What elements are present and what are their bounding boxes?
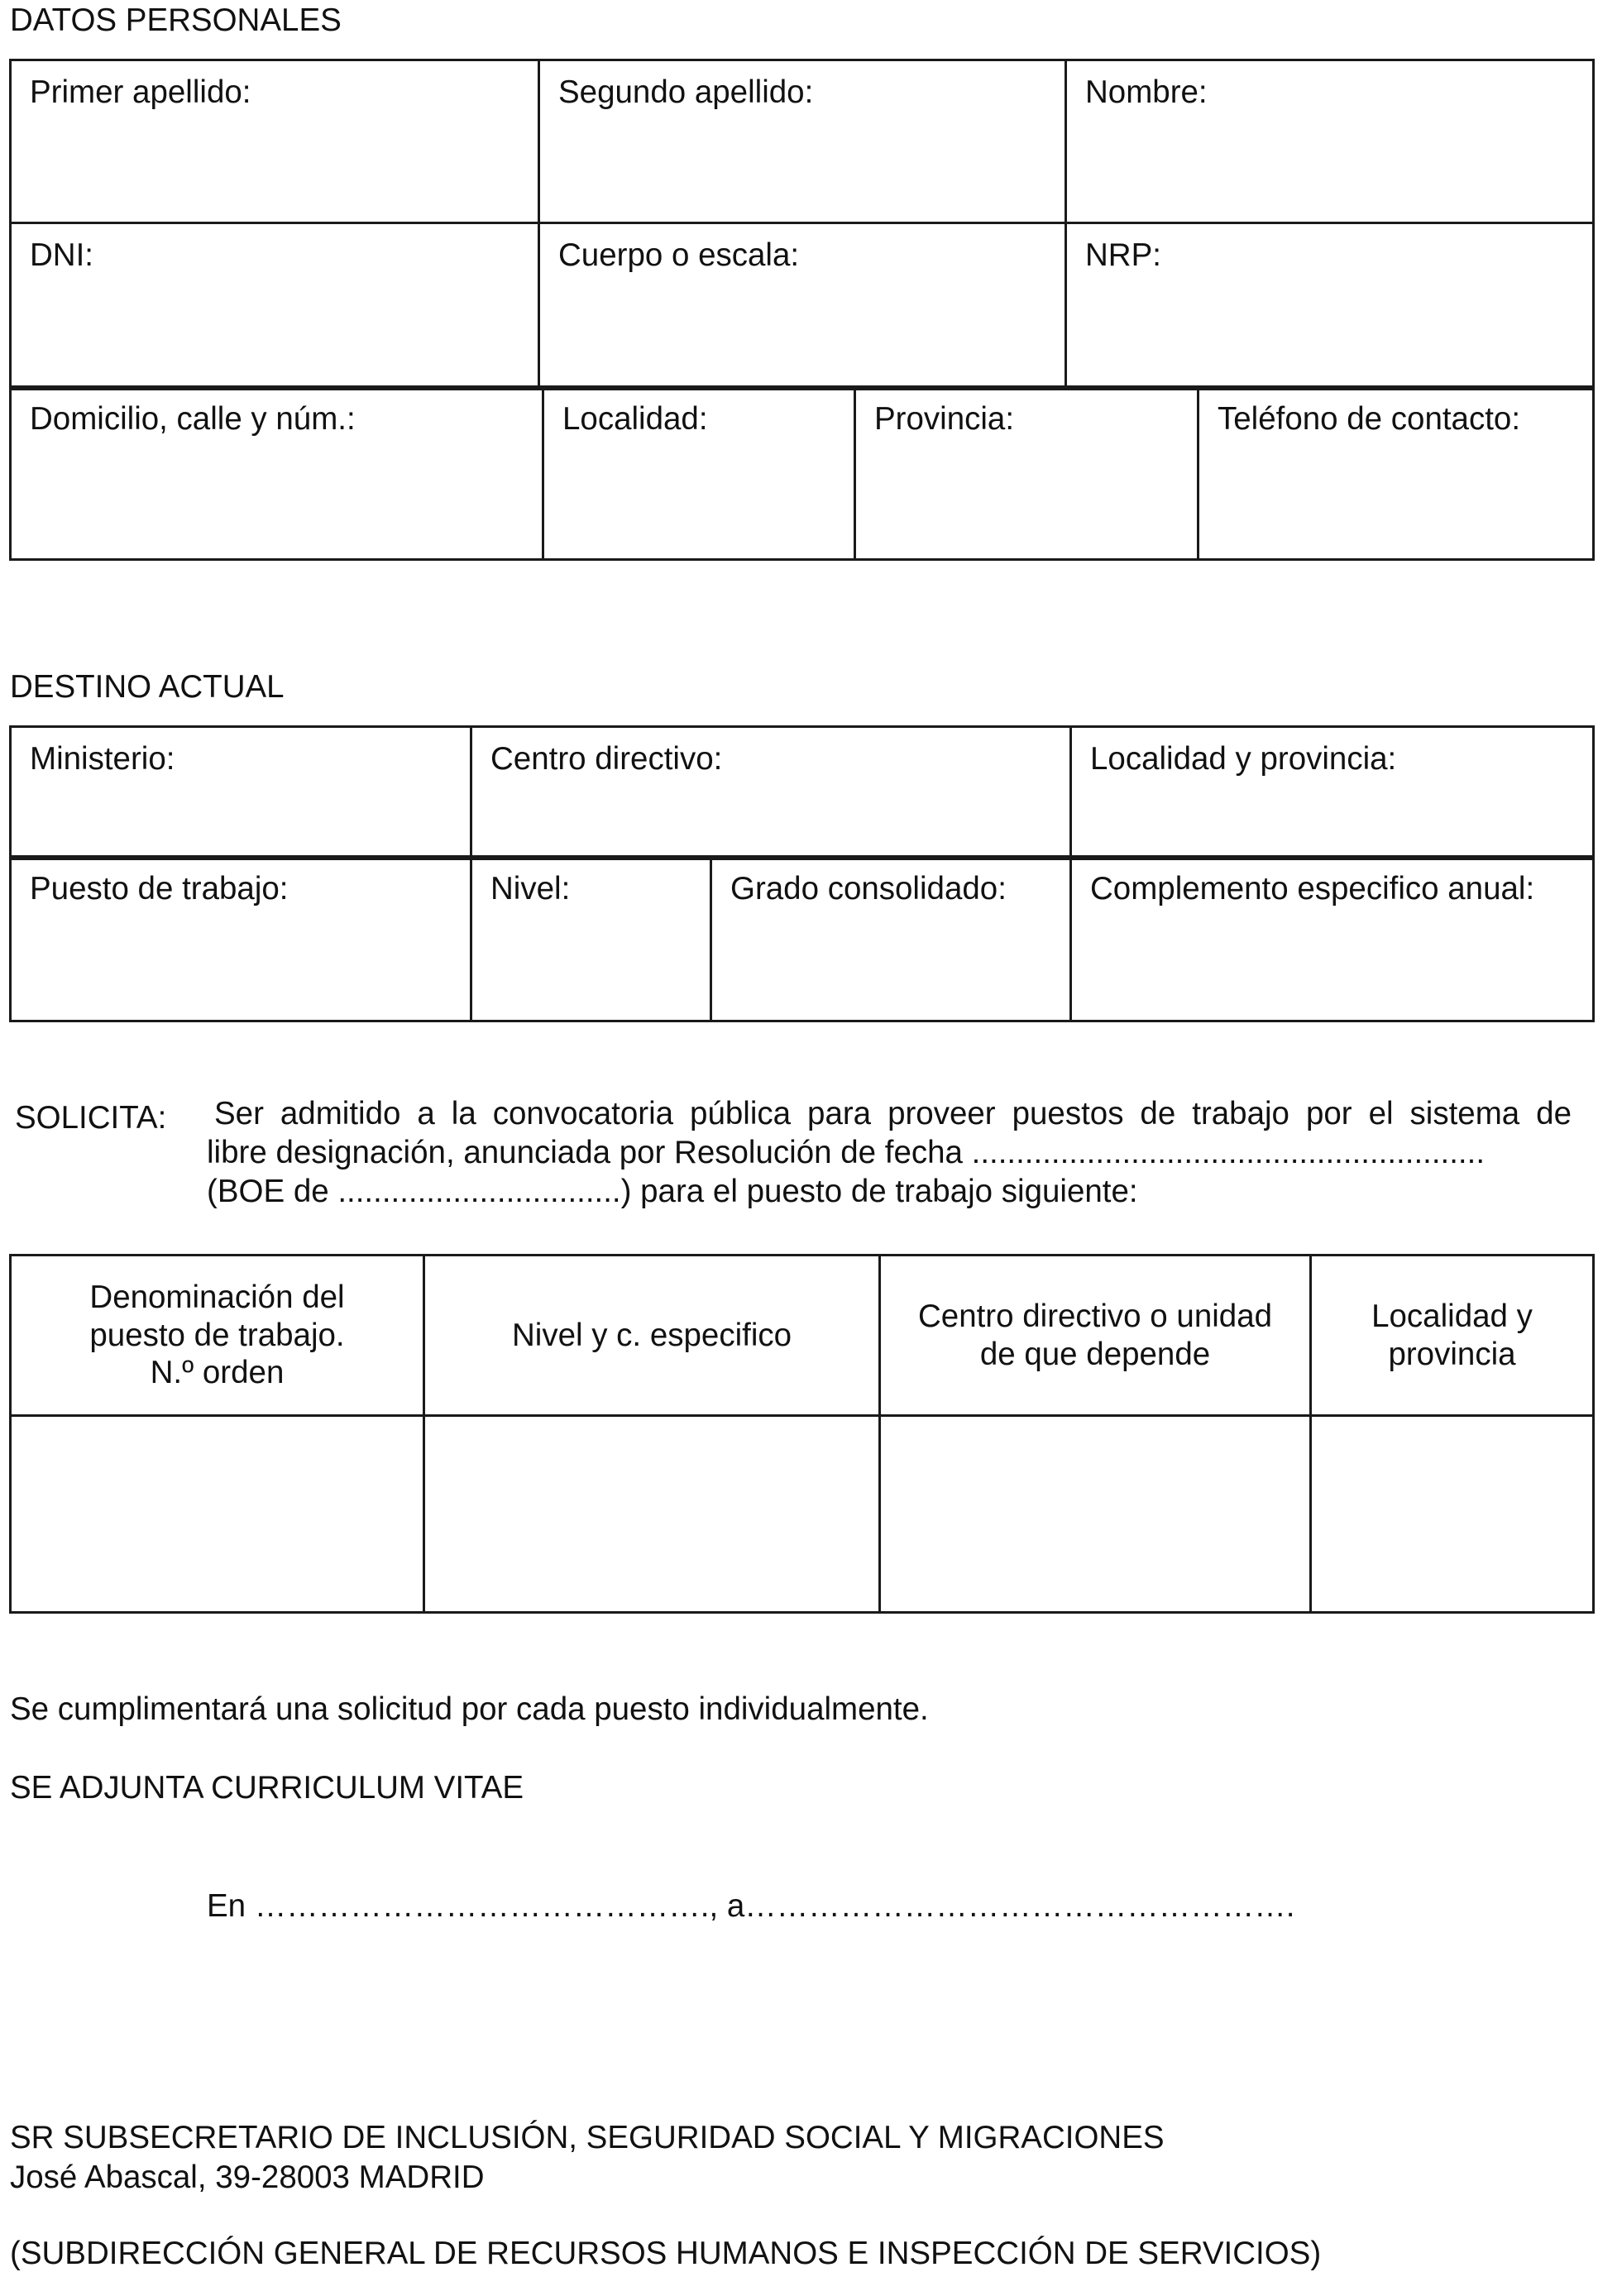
locality-province-input-cell[interactable] <box>1311 1416 1594 1613</box>
personal-data-table-top <box>9 59 1595 390</box>
job-post-field[interactable]: Puesto de trabajo: <box>11 857 471 1021</box>
address-field[interactable]: Domicilio, calle y núm.: <box>11 387 543 560</box>
header-directive-center: Centro directivo o unidad de que depende <box>880 1256 1311 1416</box>
contact-phone-field[interactable]: Teléfono de contacto: <box>1198 387 1594 560</box>
requested-post-table <box>9 1254 1595 1614</box>
annual-specific-complement-field[interactable]: Complemento especifico anual: <box>1071 857 1594 1021</box>
directive-center-field[interactable]: Centro directivo: <box>471 727 1071 859</box>
current-post-heading: DESTINO ACTUAL <box>10 669 285 705</box>
province-field[interactable]: Provincia: <box>855 387 1198 560</box>
first-surname-field[interactable]: Primer apellido: <box>11 60 539 223</box>
one-request-per-post-note: Se cumplimentará una solicitud por cada puesto individualmente. <box>10 1691 929 1727</box>
locality-field[interactable]: Localidad: <box>543 387 855 560</box>
locality-province-field[interactable]: Localidad y provincia: <box>1071 727 1594 859</box>
request-line-3: (BOE de ................................) para el puesto de trabajo siguiente: <box>207 1174 1138 1209</box>
recipient-line-1: SR SUBSECRETARIO DE INCLUSIÓN, SEGURIDAD SOCIAL Y MIGRACIONES <box>10 2120 1165 2155</box>
place-date-line: En ……………………………………., a……………………………………………. <box>207 1888 1295 1924</box>
consolidated-grade-field[interactable]: Grado consolidado: <box>711 857 1071 1021</box>
request-line-2: libre designación, anunciada por Resolución de fecha .......................................................... <box>207 1135 1486 1170</box>
current-post-table-top <box>9 725 1595 860</box>
corps-scale-field[interactable]: Cuerpo o escala: <box>539 223 1066 390</box>
request-paragraph <box>207 1094 1572 1211</box>
personal-data-table-bottom <box>9 385 1595 561</box>
cv-attached-note: SE ADJUNTA CURRICULUM VITAE <box>10 1770 524 1806</box>
request-line-1: Ser admitido a la convocatoria pública para proveer puestos de trabajo por el sistema de <box>214 1096 1572 1131</box>
second-surname-field[interactable]: Segundo apellido: <box>539 60 1066 223</box>
directive-center-input-cell[interactable] <box>880 1416 1311 1613</box>
level-field[interactable]: Nivel: <box>471 857 711 1021</box>
name-field[interactable]: Nombre: <box>1066 60 1594 223</box>
level-complement-input-cell[interactable] <box>424 1416 880 1613</box>
dni-field[interactable]: DNI: <box>11 223 539 390</box>
recipient-line-2: José Abascal, 39-28003 MADRID <box>10 2160 485 2195</box>
current-post-table-bottom <box>9 855 1595 1022</box>
header-post-name: Denominación del puesto de trabajo. N.º orden <box>11 1256 424 1416</box>
post-name-input-cell[interactable] <box>11 1416 424 1613</box>
header-level-complement: Nivel y c. especifico <box>424 1256 880 1416</box>
request-label: SOLICITA: <box>15 1100 167 1136</box>
personal-data-heading: DATOS PERSONALES <box>10 2 342 38</box>
header-locality-province: Localidad y provincia <box>1311 1256 1594 1416</box>
nrp-field[interactable]: NRP: <box>1066 223 1594 390</box>
recipient-line-3: (SUBDIRECCIÓN GENERAL DE RECURSOS HUMANOS E INSPECCIÓN DE SERVICIOS) <box>10 2236 1322 2271</box>
ministry-field[interactable]: Ministerio: <box>11 727 471 859</box>
